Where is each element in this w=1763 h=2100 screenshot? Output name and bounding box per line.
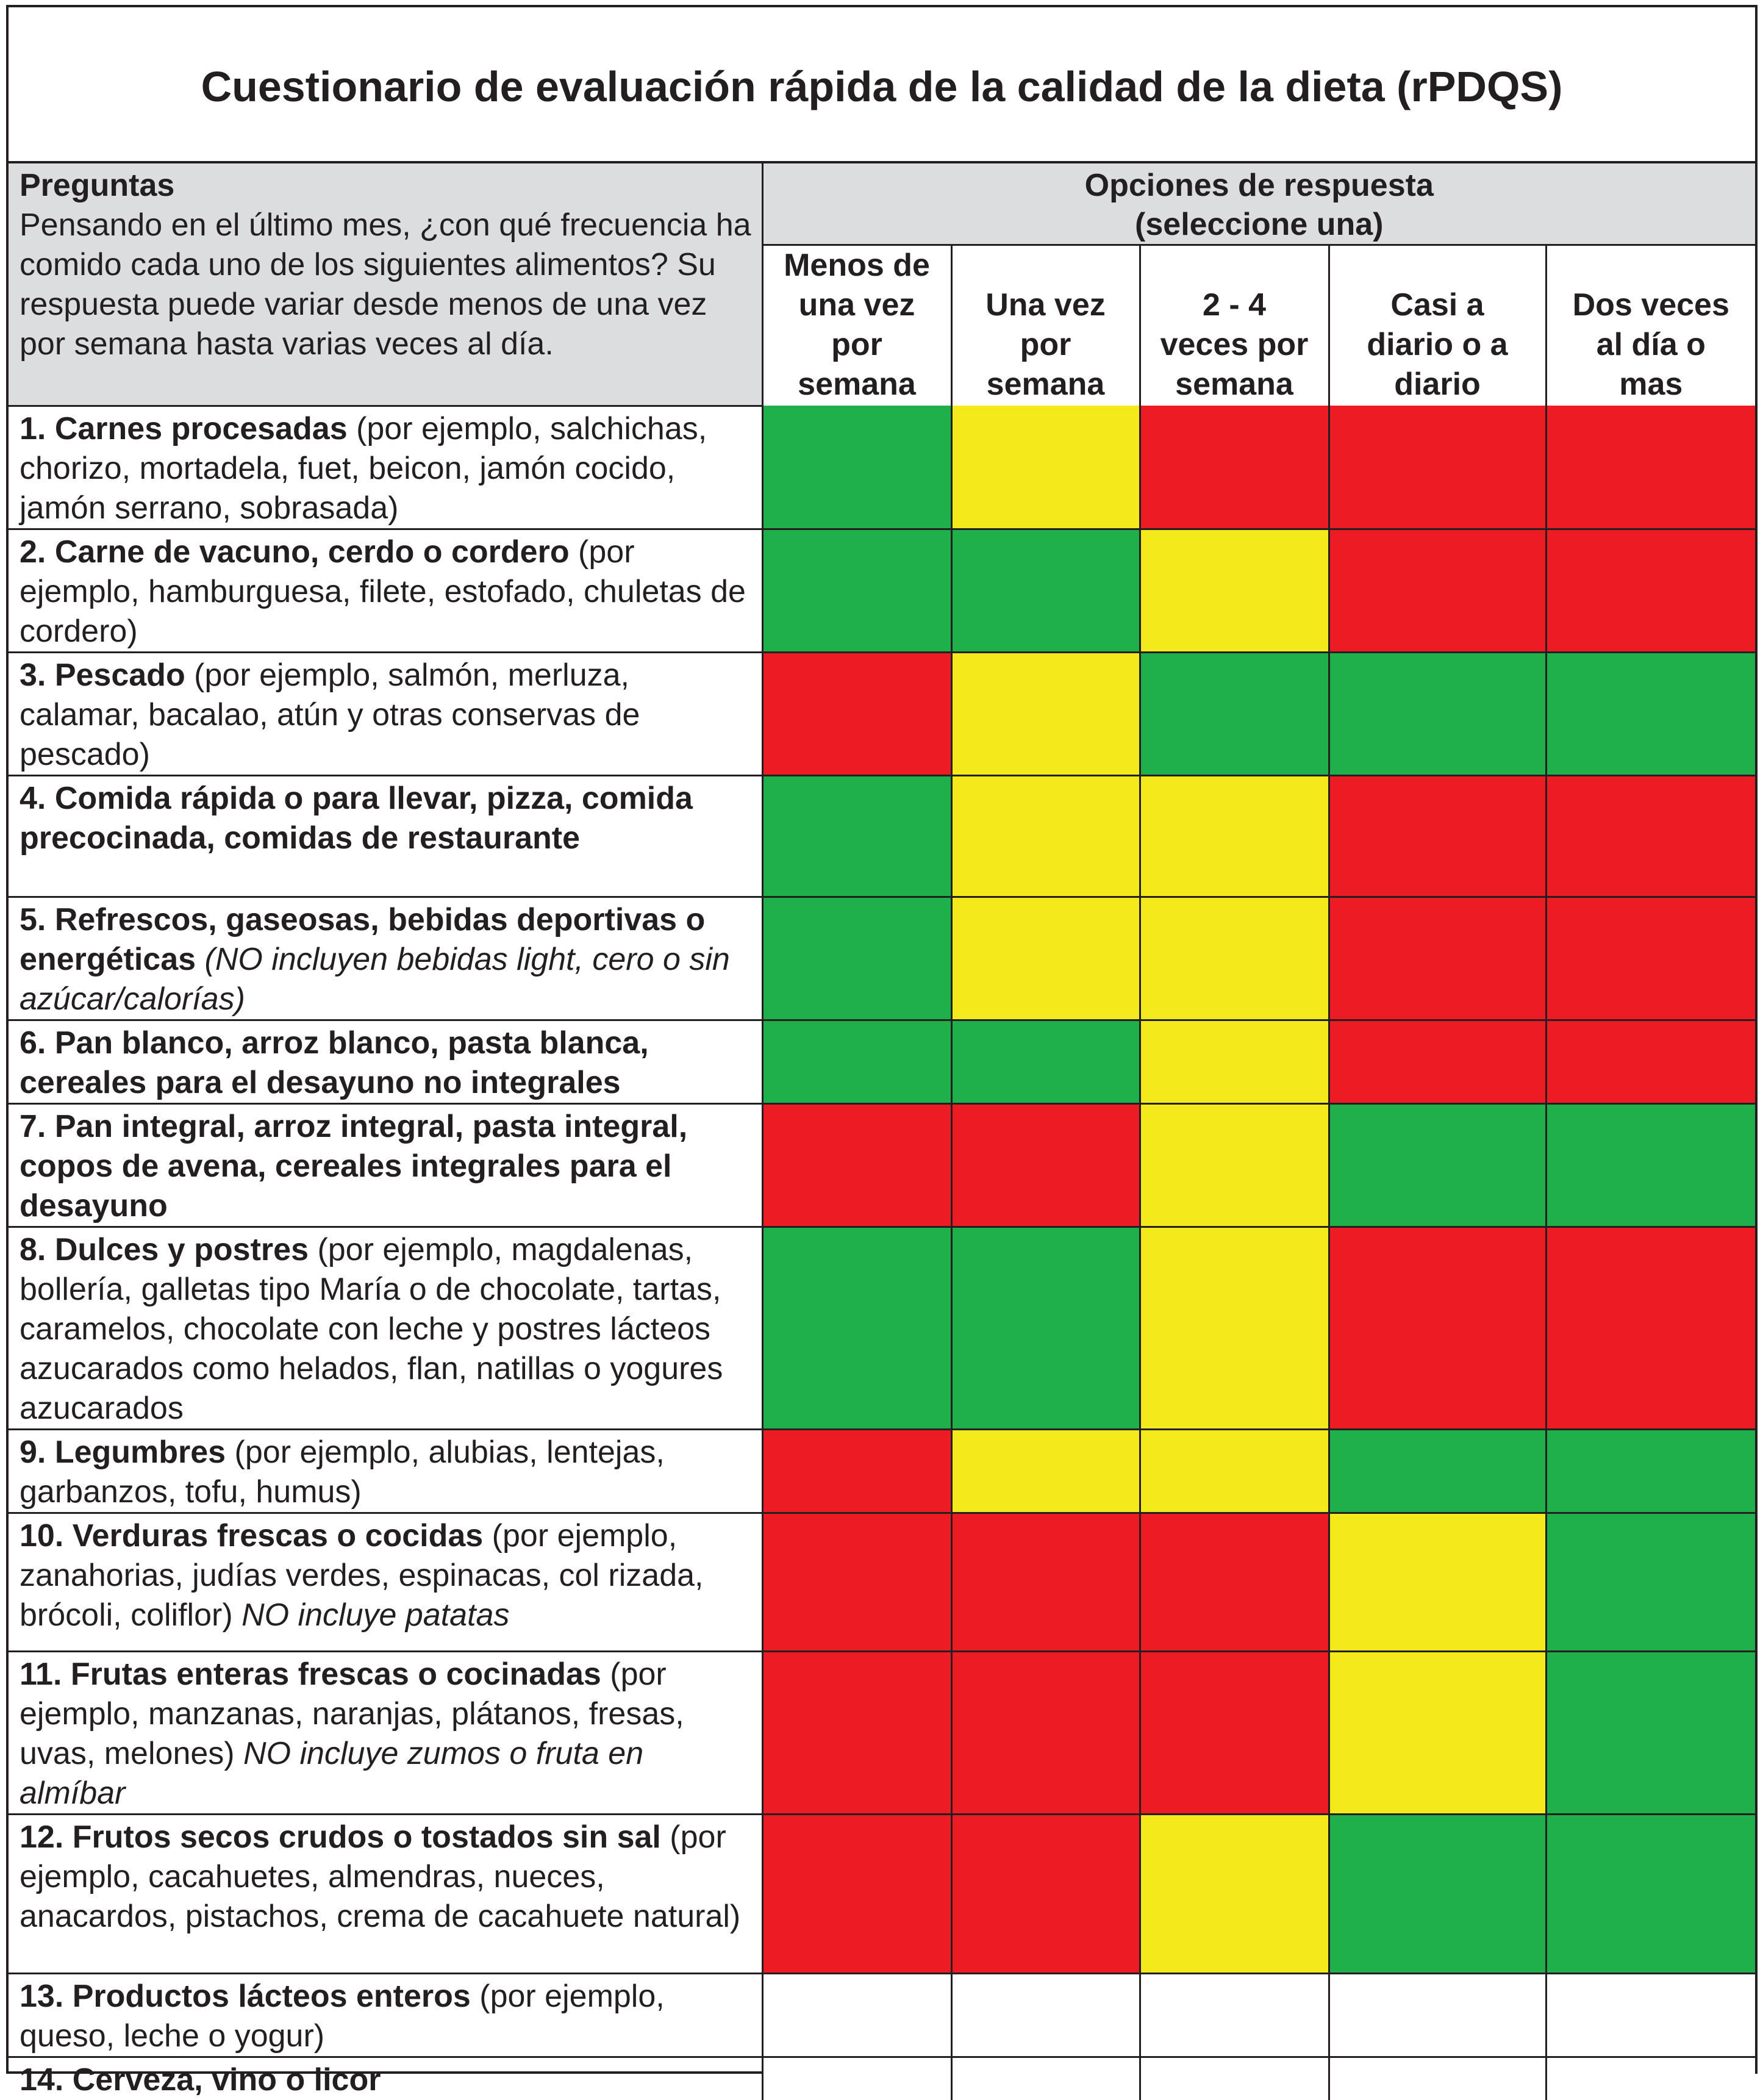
answer-cell-green[interactable]	[1546, 1429, 1755, 1513]
answer-cell-red[interactable]	[762, 1513, 951, 1651]
question-examples: (por ejemplo, alubias, lentejas, garbanzos, tofu, humus)	[20, 1434, 665, 1510]
question-row	[9, 775, 1755, 897]
question-row	[9, 1227, 1755, 1429]
question-title: 4. Comida rápida o para llevar, pizza, comida precocinada, comidas de restaurante	[20, 780, 693, 856]
questions-header-intro: Pensando en el último mes, ¿con qué frecuencia ha comido cada uno de los siguientes alimentos? Su respuesta puede variar desde menos de una vez por semana hasta varias veces al día.	[20, 207, 751, 362]
answer-cell-yellow[interactable]	[1140, 1227, 1329, 1429]
answer-cell-blank[interactable]	[1546, 2057, 1755, 2100]
answer-cell-red[interactable]	[762, 1103, 951, 1227]
answer-cell-red[interactable]	[1546, 1020, 1755, 1103]
question-note: (NO incluyen bebidas light, cero o sin azúcar/calorías)	[20, 941, 730, 1017]
answer-cell-red[interactable]	[951, 1651, 1140, 1814]
answer-cell-red[interactable]	[951, 1513, 1140, 1651]
option-label-line: Una vez	[985, 287, 1106, 323]
question-examples: (por ejemplo, salchichas, chorizo, mortadela, fuet, beicon, jamón cocido, jamón serrano, sobrasada)	[20, 410, 707, 526]
option-column-header	[1329, 245, 1546, 406]
question-note: NO incluye zumos o fruta en almíbar	[20, 1735, 644, 1811]
question-row	[9, 1973, 1755, 2057]
answer-cell-yellow[interactable]	[951, 1429, 1140, 1513]
answer-cell-green[interactable]	[762, 406, 951, 529]
answer-cell-yellow[interactable]	[1140, 1814, 1329, 1973]
answer-cell-yellow[interactable]	[1140, 897, 1329, 1020]
option-label-line	[953, 246, 1139, 285]
question-row	[9, 1429, 1755, 1513]
option-column-header	[951, 245, 1140, 406]
option-label-line: 2 - 4	[1202, 287, 1267, 323]
question-row	[9, 529, 1755, 652]
answer-cell-green[interactable]	[1329, 1814, 1546, 1973]
answer-cell-red[interactable]	[1546, 406, 1755, 529]
answer-cell-red[interactable]	[1546, 529, 1755, 652]
answer-cell-blank[interactable]	[762, 1973, 951, 2057]
answer-cell-blank[interactable]	[1329, 1973, 1546, 2057]
answer-cell-blank[interactable]	[951, 2057, 1140, 2100]
question-text	[9, 775, 762, 897]
option-label-line: semana	[1175, 367, 1293, 402]
option-label-line: por	[1020, 327, 1071, 362]
question-row	[9, 406, 1755, 529]
answer-cell-green[interactable]	[1329, 1429, 1546, 1513]
question-title: 12. Frutos secos crudos o tostados sin sal	[20, 1819, 661, 1855]
question-text	[9, 1227, 762, 1429]
option-label-line: diario	[1394, 367, 1481, 402]
answer-cell-blank[interactable]	[1329, 2057, 1546, 2100]
answer-cell-green[interactable]	[951, 1227, 1140, 1429]
option-column-header	[1140, 245, 1329, 406]
answer-cell-green[interactable]	[1546, 652, 1755, 775]
question-row	[9, 1651, 1755, 1814]
answer-cell-red[interactable]	[1546, 775, 1755, 897]
question-text	[9, 1651, 762, 1814]
question-row	[9, 652, 1755, 775]
answer-cell-green[interactable]	[1546, 1651, 1755, 1814]
question-examples: (por ejemplo, cacahuetes, almendras, nueces, anacardos, pistachos, crema de cacahuete natural)	[20, 1819, 741, 1934]
answer-cell-green[interactable]	[762, 1020, 951, 1103]
option-label-line: semana	[986, 367, 1105, 402]
question-text	[9, 1814, 762, 1973]
question-title: 8. Dulces y postres	[20, 1231, 309, 1267]
option-label-line: Casi a	[1390, 287, 1484, 323]
answer-cell-green[interactable]	[762, 1227, 951, 1429]
questions-header	[9, 163, 762, 406]
question-title: 14. Cerveza, vino o licor	[20, 2062, 381, 2098]
answer-cell-red[interactable]	[1140, 406, 1329, 529]
options-header-line2: (seleccione una)	[1135, 207, 1384, 242]
answer-cell-yellow[interactable]	[1140, 775, 1329, 897]
question-examples: (por ejemplo, magdalenas, bollería, galletas tipo María o de chocolate, tartas, caramelos, chocolate con leche y postres lácteos azucarados como helados, flan, natillas o yogures azucarados	[20, 1231, 723, 1426]
answer-cell-yellow[interactable]	[1140, 1103, 1329, 1227]
answer-cell-red[interactable]	[951, 1103, 1140, 1227]
option-label-line: Menos de	[784, 248, 930, 283]
answer-cell-blank[interactable]	[1140, 1973, 1329, 2057]
answer-cell-yellow[interactable]	[1329, 1651, 1546, 1814]
options-header-line1: Opciones de respuesta	[1084, 168, 1434, 203]
question-examples: (por ejemplo, zanahorias, judías verdes, espinacas, col rizada, brócoli, coliflor)	[20, 1518, 704, 1633]
questionnaire-sheet	[6, 5, 1758, 2098]
answer-cell-yellow[interactable]	[1140, 1020, 1329, 1103]
option-label-line: una vez	[798, 287, 915, 323]
answer-cell-green[interactable]	[762, 529, 951, 652]
answer-cell-red[interactable]	[762, 652, 951, 775]
answer-cell-yellow[interactable]	[951, 897, 1140, 1020]
question-title: 5. Refrescos, gaseosas, bebidas deportivas o energéticas	[20, 901, 706, 977]
answer-cell-yellow[interactable]	[951, 775, 1140, 897]
answer-cell-red[interactable]	[1140, 1651, 1329, 1814]
question-row	[9, 1814, 1755, 1973]
question-title: 13. Productos lácteos enteros	[20, 1978, 471, 2014]
answer-cell-red[interactable]	[1546, 897, 1755, 1020]
question-note: NO incluye patatas	[241, 1597, 510, 1633]
answer-cell-red[interactable]	[762, 1651, 951, 1814]
question-row	[9, 897, 1755, 1020]
answer-cell-red[interactable]	[1329, 529, 1546, 652]
question-title: 2. Carne de vacuno, cerdo o cordero	[20, 534, 570, 570]
answer-cell-yellow[interactable]	[951, 652, 1140, 775]
answer-cell-red[interactable]	[1329, 1227, 1546, 1429]
question-examples: (por ejemplo, queso, leche o yogur)	[20, 1978, 665, 2054]
questionnaire-table	[9, 163, 1755, 2100]
option-label-line: veces por	[1160, 327, 1309, 362]
answer-cell-yellow[interactable]	[1329, 1513, 1546, 1651]
answer-cell-green[interactable]	[762, 897, 951, 1020]
page-title: Cuestionario de evaluación rápida de la calidad de la dieta (rPDQS)	[201, 63, 1563, 110]
answer-cell-yellow[interactable]	[951, 406, 1140, 529]
question-row	[9, 1020, 1755, 1103]
options-header	[762, 163, 1755, 245]
question-text	[9, 1020, 762, 1103]
answer-cell-blank[interactable]	[762, 2057, 951, 2100]
question-examples: (por ejemplo, salmón, merluza, calamar, bacalao, atún y otras conservas de pescado)	[20, 657, 640, 772]
answer-cell-green[interactable]	[1546, 1103, 1755, 1227]
question-title: 6. Pan blanco, arroz blanco, pasta blanca, cereales para el desayuno no integrales	[20, 1025, 649, 1100]
answer-cell-red[interactable]	[1140, 1513, 1329, 1651]
question-title: 9. Legumbres	[20, 1434, 226, 1470]
answer-cell-blank[interactable]	[951, 1973, 1140, 2057]
question-examples: (por ejemplo, manzanas, naranjas, plátanos, fresas, uvas, melones)	[20, 1656, 684, 1771]
answer-cell-yellow[interactable]	[1140, 1429, 1329, 1513]
answer-cell-red[interactable]	[1546, 1227, 1755, 1429]
answer-cell-blank[interactable]	[1140, 2057, 1329, 2100]
answer-cell-red[interactable]	[951, 1814, 1140, 1973]
question-text	[9, 897, 762, 1020]
option-label-line: diario o a	[1367, 327, 1508, 362]
option-label-line: al día o	[1596, 327, 1706, 362]
question-row	[9, 1103, 1755, 1227]
answer-cell-green[interactable]	[1546, 1513, 1755, 1651]
answer-cell-red[interactable]	[1329, 897, 1546, 1020]
question-text	[9, 2057, 762, 2100]
option-label-line	[1330, 246, 1545, 285]
answer-cell-red[interactable]	[762, 1814, 951, 1973]
answer-cell-green[interactable]	[1140, 652, 1329, 775]
question-text	[9, 406, 762, 529]
answer-cell-red[interactable]	[1329, 1020, 1546, 1103]
question-row	[9, 2057, 1755, 2100]
answer-cell-green[interactable]	[1546, 1814, 1755, 1973]
answer-cell-red[interactable]	[762, 1429, 951, 1513]
answer-cell-green[interactable]	[1329, 652, 1546, 775]
answer-cell-green[interactable]	[1329, 1103, 1546, 1227]
option-label-line: Dos veces	[1572, 287, 1729, 323]
title-box	[9, 7, 1755, 163]
question-examples	[196, 942, 204, 977]
answer-cell-red[interactable]	[1329, 775, 1546, 897]
option-label-line: mas	[1619, 367, 1683, 402]
answer-cell-blank[interactable]	[1546, 1973, 1755, 2057]
question-title: 1. Carnes procesadas	[20, 410, 348, 446]
question-text	[9, 1513, 762, 1651]
questions-header-title: Preguntas	[20, 168, 175, 203]
question-title: 7. Pan integral, arroz integral, pasta integral, copos de avena, cereales integrales para el desayuno	[20, 1108, 688, 1224]
question-text	[9, 1973, 762, 2057]
option-label-line: por	[831, 327, 882, 362]
answer-cell-yellow[interactable]	[1140, 529, 1329, 652]
question-row	[9, 1513, 1755, 1651]
question-text	[9, 529, 762, 652]
option-label-line	[1141, 246, 1328, 285]
question-text	[9, 1429, 762, 1513]
question-title: 10. Verduras frescas o cocidas	[20, 1518, 484, 1553]
answer-cell-green[interactable]	[762, 775, 951, 897]
question-title: 11. Frutas enteras frescas o cocinadas	[20, 1656, 601, 1692]
question-text	[9, 1103, 762, 1227]
answer-cell-red[interactable]	[1329, 406, 1546, 529]
question-examples: (por ejemplo, hamburguesa, filete, estofado, chuletas de cordero)	[20, 534, 746, 649]
option-label-line: semana	[798, 367, 916, 402]
answer-cell-green[interactable]	[951, 529, 1140, 652]
option-label-line	[1547, 246, 1756, 285]
question-text	[9, 652, 762, 775]
option-column-header	[1546, 245, 1755, 406]
answer-cell-green[interactable]	[951, 1020, 1140, 1103]
question-title: 3. Pescado	[20, 657, 185, 693]
option-column-header	[762, 245, 951, 406]
